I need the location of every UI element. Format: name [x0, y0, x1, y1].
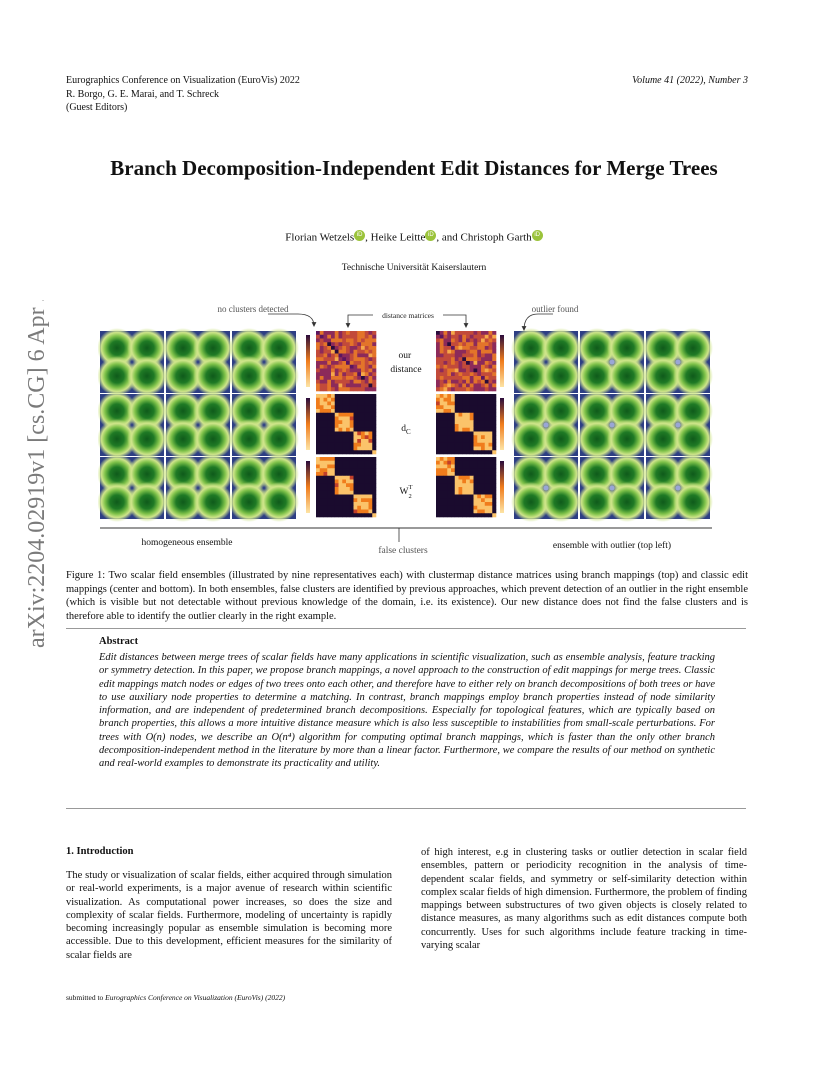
label-outlier-ensemble: ensemble with outlier (top left)	[552, 541, 672, 551]
arrow-no-clusters	[268, 314, 314, 326]
orcid-icon[interactable]: iD	[532, 230, 543, 241]
abstract-heading: Abstract	[99, 636, 139, 647]
section-heading: 1. Introduction	[66, 846, 134, 857]
colorbar	[306, 335, 310, 387]
intro-column-2: of high interest, e.g in clustering tasks or outlier detection in scalar field ensembles, pattern or periodicity recognition in the analysis of time-dependent scalar fields, and symmetry or self-similarity detection within complex scalar fields of high dimension. Furthermore, the problem of finding mappings between substructures of two given objects is closely related to distance measures, as many algorithms such as edit distances compute both concurrently. Uses for such algorithms include feature tracking in time-varying scalar	[421, 847, 748, 952]
author-separator: , and	[436, 231, 461, 244]
paper-title: Branch Decomposition-Independent Edit Distances for Merge Trees	[110, 156, 718, 180]
ensemble-left-fields	[98, 328, 299, 522]
volume-info: Volume 41 (2022), Number 3	[632, 75, 748, 86]
figure-caption: Figure 1: Two scalar field ensembles (illustrated by nine representatives each) with clustermap distance matrices using branch mappings (top) and classic edit mappings (center and bottom). In both ensembles, false clusters are identified by previous approaches, which prevent detection of an outlier in the right ensemble (which is visible but not detectable without previous knowledge of the domain, i.e. its existence). Our new distance does not find the false clusters and is therefore able to identify the outlier clearly in the right example.	[66, 570, 748, 622]
arxiv-id: arXiv:2204.02919v1 [cs.CG] 6 Apr 2022	[24, 300, 50, 648]
footer-note	[66, 993, 285, 1002]
arrow-matrix-left	[348, 315, 373, 327]
figure-graphic	[98, 300, 714, 562]
colorbar	[306, 461, 310, 513]
label-homogeneous: homogeneous ensemble	[141, 538, 233, 548]
author-list	[0, 230, 828, 244]
colorbar	[500, 398, 504, 450]
divider	[66, 808, 746, 809]
row-label-dc: $d_C$	[401, 424, 411, 436]
distance-matrix	[316, 394, 376, 454]
header-line-3: (Guest Editors)	[66, 102, 128, 113]
distance-matrix	[436, 331, 496, 391]
svg-text:our distance: our distance	[390, 351, 422, 375]
abstract-text: Edit distances between merge trees of scalar fields have many applications in scientific visualization, such as ensemble analysis, feature tracking or symmetry detection. In this paper, we propose branch mappings, a novel approach to the construction of edit mappings for merge trees. Classic edit mappings match nodes or edges of two trees onto each other, and therefore have to either rely on branch decompositions of both trees or have to use auxiliary node properties to determine a matching. In contrast, branch mappings employ branch properties instead of node similarity information, and are independent of predetermined branch decompositions. Especially for topological features, which are typically based on branch properties, this allows a more intuitive distance measure which is also less susceptible to instabilities from small-scale perturbations. For trees with O(n) nodes, we describe an O(n⁴) algorithm for computing optimal branch mappings, which is faster than the only other branch decomposition-independent method in the literature by more than a linear factor. Furthermore, we compare the results of our method on synthetic and real-world examples to demonstrate its practicality and utility.	[99, 652, 715, 770]
row-label-w2t: $W^T$ 2	[399, 484, 413, 500]
orcid-icon[interactable]: iD	[425, 230, 436, 241]
ensemble-right-fields	[511, 328, 713, 522]
arrow-matrix-right	[443, 315, 466, 327]
label-distance-matrices: distance matrices	[382, 311, 434, 320]
intro-column-1: The study or visualization of scalar fields, either acquired through simulation or real-world experiments, is a major avenue of research within scientific visualization. As computational power increases, so does the size and complexity of scalar fields. Furthermore, modeling of uncertainty is rapidly becoming increasingly popular as ensemble simulation is becoming more accessible. Due to this development, efficient measures for the similarity of scalar fields are	[66, 870, 392, 961]
orcid-icon[interactable]: iD	[354, 230, 365, 241]
distance-matrix	[436, 457, 496, 517]
author-1: Florian Wetzels	[285, 231, 355, 244]
arxiv-stamp	[6, 300, 58, 652]
colorbar	[306, 398, 310, 450]
affiliation: Technische Universität Kaiserslautern	[341, 263, 487, 273]
colorbar	[500, 461, 504, 513]
label-outlier: outlier found	[531, 304, 579, 314]
journal-header	[66, 74, 300, 115]
distance-matrix	[436, 394, 496, 454]
distance-matrix	[316, 331, 376, 391]
label-false-clusters: false clusters	[378, 546, 428, 556]
figure-1	[98, 300, 714, 562]
author-separator: ,	[365, 231, 371, 244]
row-label-our-distance: our	[398, 351, 412, 361]
distance-matrix	[316, 457, 376, 517]
footer-venue: Eurographics Conference on Visualization (EuroVis) (2022)	[105, 993, 286, 1002]
arrow-outlier	[524, 314, 553, 330]
header-line-1: Eurographics Conference on Visualization (EuroVis) 2022	[66, 75, 300, 86]
author-3: Christoph Garth	[460, 231, 532, 244]
divider	[66, 628, 746, 629]
header-line-2: R. Borgo, G. E. Marai, and T. Schreck	[66, 88, 220, 100]
footer-prefix: submitted to	[66, 993, 106, 1002]
colorbar	[500, 335, 504, 387]
author-2: Heike Leitte	[370, 231, 426, 244]
label-no-clusters: no clusters detected	[217, 304, 289, 314]
